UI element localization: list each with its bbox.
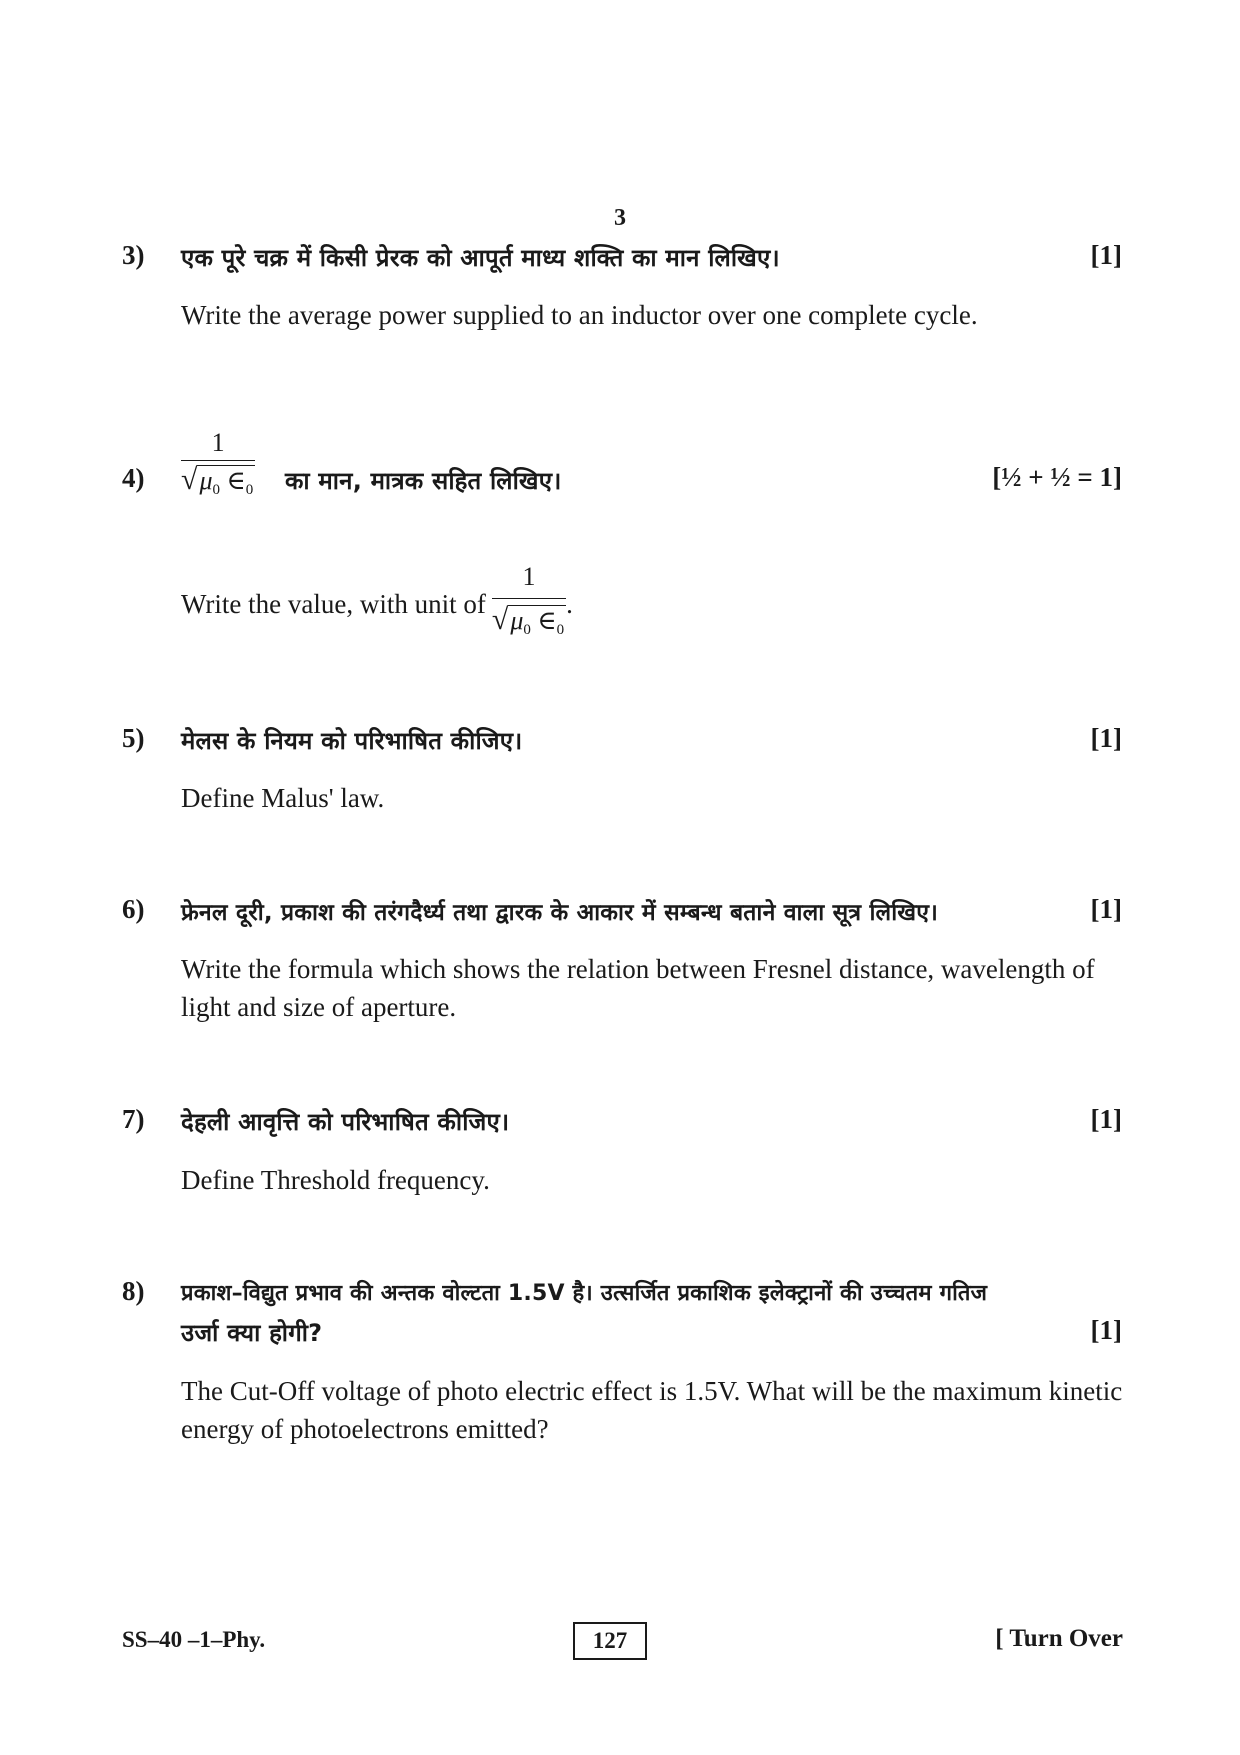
- mu-subscript: 0: [523, 622, 531, 638]
- epsilon-subscript: 0: [245, 482, 254, 498]
- question-7-hindi: देहली आवृत्ति को परिभाषित कीजिए।: [181, 1108, 510, 1136]
- page-number: 3: [614, 205, 626, 231]
- fraction: [181, 428, 255, 499]
- fraction-denominator: [181, 461, 255, 499]
- question-8-marks: [1]: [1090, 1315, 1122, 1345]
- question-3-hindi: एक पूरे चक्र में किसी प्रेरक को आपूर्त माध्य शक्ति का मान लिखिए।: [181, 244, 780, 272]
- epsilon-symbol: ∈: [226, 466, 246, 495]
- question-8-hindi-line2: उर्जा क्या होगी?: [181, 1319, 323, 1347]
- sqrt-icon: √: [181, 463, 198, 496]
- fraction-numerator: 1: [492, 558, 566, 599]
- question-5-hindi: मेलस के नियम को परिभाषित कीजिए।: [181, 727, 523, 755]
- question-6-hindi: फ्रेनल दूरी, प्रकाश की तरंगदैर्ध्य तथा द्वारक के आकार में सम्बन्ध बताने वाला सूत्र लिखिए।: [181, 900, 939, 926]
- question-5-english: Define Malus' law.: [181, 783, 385, 813]
- question-8-hindi: प्रकाश–विद्युत प्रभाव की अन्तक वोल्टता 1.5V है। उत्सर्जित प्रकाशिक इलेक्ट्रानों की उच्चतम गतिज: [181, 1281, 988, 1306]
- fraction-numerator: 1: [181, 428, 255, 461]
- mu-subscript: 0: [212, 482, 221, 498]
- question-6-english: Write the formula which shows the relation between Fresnel distance, wavelength of light and size of aperture.: [181, 954, 1095, 1022]
- question-3-marks: [1]: [1090, 240, 1122, 270]
- footer-code: SS–40 –1–Phy.: [122, 1627, 266, 1652]
- question-4-marks: [½ + ½ = 1]: [992, 462, 1122, 492]
- question-4-number: 4): [122, 463, 145, 493]
- fraction-denominator: [492, 599, 566, 649]
- mu-symbol: μ: [199, 466, 213, 495]
- footer-page-box: 127: [573, 1622, 647, 1660]
- question-4-english-text: Write the value, with unit of: [181, 588, 486, 619]
- question-7-english: Define Threshold frequency.: [181, 1165, 490, 1195]
- sqrt-icon: √: [491, 603, 509, 636]
- question-3-english: Write the average power supplied to an inductor over one complete cycle.: [181, 300, 978, 330]
- epsilon-symbol: ∈: [537, 606, 557, 635]
- question-4-english: [181, 558, 573, 649]
- question-4-formula: [181, 428, 255, 499]
- question-4-english-end: .: [566, 588, 573, 619]
- question-6-number: 6): [122, 894, 145, 924]
- epsilon-subscript: 0: [556, 622, 565, 638]
- question-8-english: The Cut-Off voltage of photo electric effect is 1.5V. What will be the maximum kinetic energy of photoelectrons emitted?: [181, 1376, 1123, 1444]
- question-8-number: 8): [122, 1276, 145, 1306]
- question-3-number: 3): [122, 240, 145, 270]
- mu-symbol: μ: [510, 606, 524, 635]
- question-5-number: 5): [122, 723, 145, 753]
- question-6-marks: [1]: [1090, 894, 1122, 924]
- fraction-english: [492, 558, 566, 649]
- question-7-number: 7): [122, 1104, 145, 1134]
- question-4-hindi: का मान, मात्रक सहित लिखिए।: [285, 467, 562, 495]
- footer-turn-over: [ Turn Over: [995, 1625, 1123, 1652]
- question-5-marks: [1]: [1090, 723, 1122, 753]
- question-7-marks: [1]: [1090, 1104, 1122, 1134]
